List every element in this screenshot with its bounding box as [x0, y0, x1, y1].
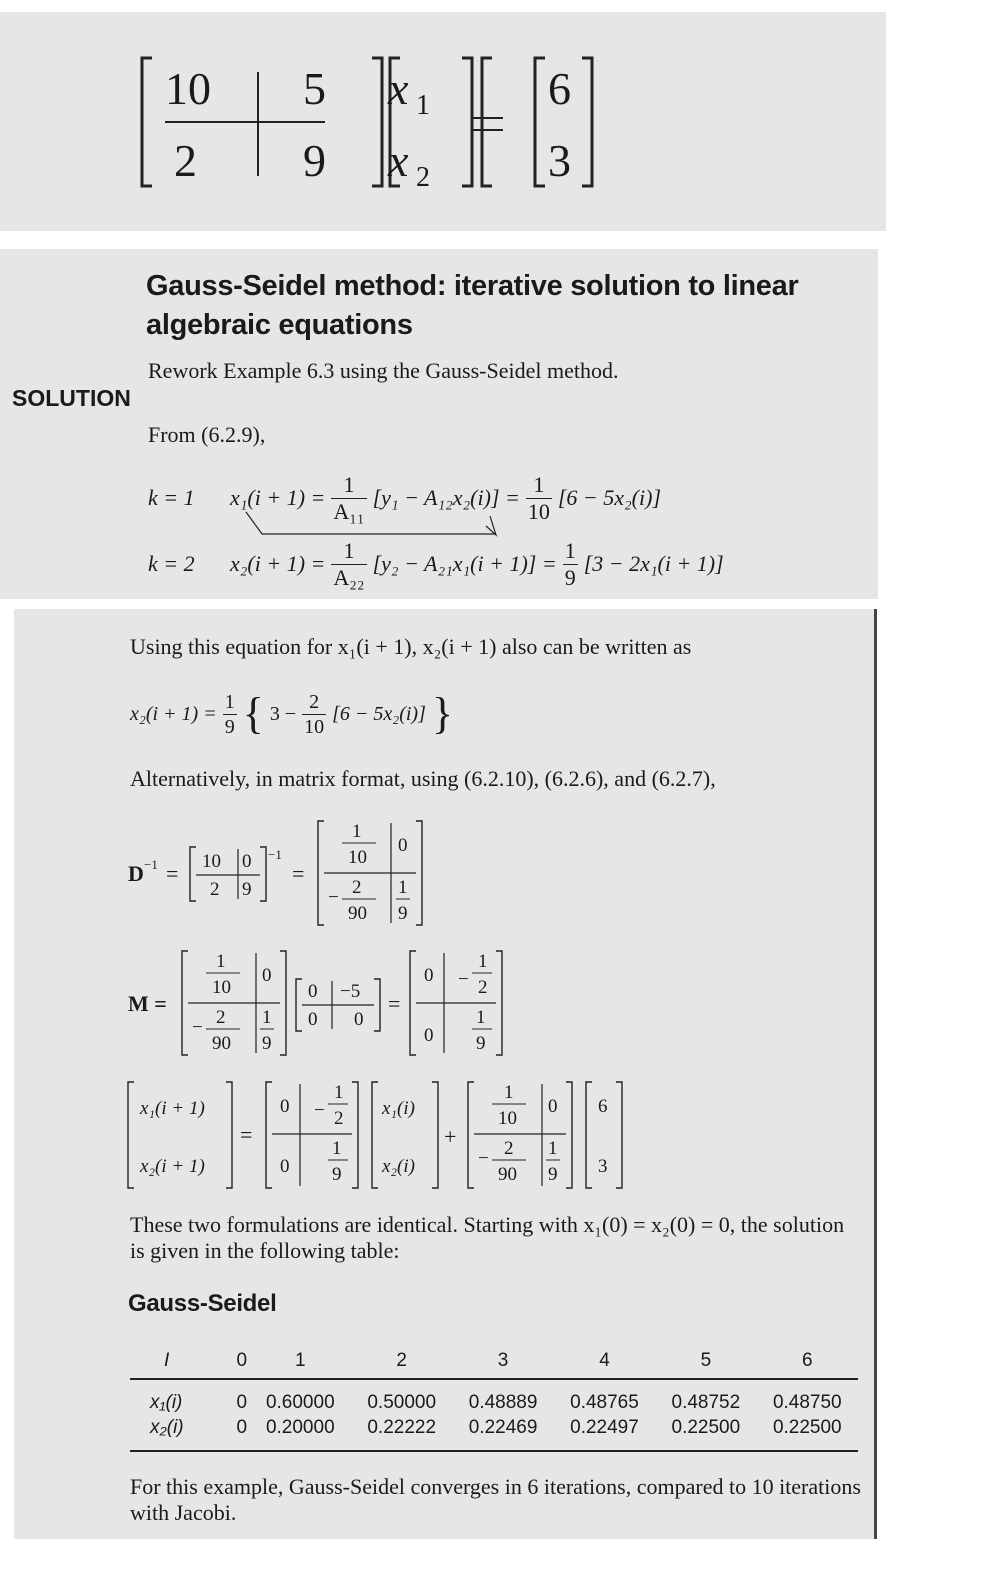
dinv-m21: 2	[210, 879, 220, 900]
k2-frac2-den: 9	[564, 564, 576, 590]
m-r21-num: 2	[216, 1007, 226, 1028]
k2-frac2-num: 1	[564, 537, 576, 563]
d-inverse-equation	[126, 815, 436, 930]
k1-rhs: [6 − 5x₂(i)]	[557, 485, 662, 510]
iter-m12-den: 2	[334, 1108, 344, 1129]
cell: 0.48752	[671, 1391, 741, 1413]
top-matrix-equation	[130, 50, 610, 200]
m-label: M =	[128, 991, 167, 1016]
iter-d22-den: 9	[548, 1164, 558, 1185]
iter-d22-num: 1	[548, 1138, 558, 1159]
m-res11: 0	[424, 965, 434, 986]
m-res12-num: 1	[478, 951, 488, 972]
m-r21-sign: −	[192, 1017, 203, 1038]
k1-frac2-num: 1	[533, 471, 545, 497]
iter-d11-den: 10	[498, 1108, 517, 1129]
equation-k2	[148, 534, 724, 594]
iter-lhs2: x₂(i + 1)	[140, 1156, 205, 1177]
header-0: 0	[234, 1346, 250, 1379]
x2-inner2: [6 − 5x₂(i)]	[332, 702, 426, 725]
dinv-m11: 10	[202, 851, 221, 872]
iter-d12: 0	[548, 1096, 558, 1117]
dinv-m12: 0	[242, 851, 252, 872]
dinv-r11-den: 10	[348, 847, 367, 868]
from-reference: From (6.2.9),	[148, 422, 266, 447]
table-row	[130, 1415, 858, 1451]
cell: 0.50000	[367, 1391, 437, 1413]
m-r22-den: 9	[262, 1033, 272, 1054]
table-header-row	[130, 1346, 858, 1379]
k2-rhs: [3 − 2x₁(i + 1)]	[583, 551, 724, 576]
x2-lhs: x₂(i + 1) =	[130, 702, 217, 725]
m-res22-num: 1	[476, 1007, 486, 1028]
right-brace: }	[431, 689, 454, 738]
iter-eq: =	[240, 1122, 253, 1147]
cell: 0.22500	[757, 1415, 858, 1451]
top-a11: 10	[165, 63, 211, 114]
footer-text-2: with Jacobi.	[130, 1500, 237, 1525]
footer-text-1: For this example, Gauss-Seidel converges in 6 iterations, compared to 10 iterations	[130, 1474, 861, 1499]
row2-label: x₂(i)	[130, 1415, 234, 1451]
top-x1-sub: 1	[416, 90, 430, 121]
dinv-r21-sign: −	[328, 887, 339, 908]
m-mid22: 0	[354, 1009, 364, 1030]
iter-m12-num: 1	[334, 1082, 344, 1103]
row1-label: x₁(i)	[150, 1391, 183, 1413]
solution-label: SOLUTION	[12, 385, 131, 411]
dinv-eq2: =	[292, 861, 305, 886]
dinv-eq: =	[166, 861, 179, 886]
k2-fraction2	[563, 537, 578, 590]
top-y2: 3	[548, 135, 571, 186]
m-r11-num: 1	[216, 951, 226, 972]
k1-mid: [y₁ − A₁₂x₂(i)] =	[372, 485, 520, 510]
k2-frac-num: 1	[343, 537, 355, 563]
header-3: 3	[452, 1346, 553, 1379]
dinv-exp: −1	[144, 857, 158, 872]
table-row	[130, 1379, 858, 1415]
x2-inner1: 3 −	[269, 702, 297, 725]
top-x1: x	[388, 63, 409, 114]
example-title-line2: algebraic equations	[146, 309, 413, 341]
top-a22: 9	[303, 135, 326, 186]
iter-y1: 6	[598, 1096, 608, 1117]
example-intro: Rework Example 6.3 using the Gauss-Seidel method.	[148, 358, 619, 383]
x2-frac2-num: 2	[309, 690, 320, 713]
k2-mid: [y₂ − A₂₁x₁(i + 1)] =	[372, 551, 557, 576]
x2-frac2-den: 10	[304, 715, 325, 738]
identical-text-1: These two formulations are identical. Starting with x₁(0) = x₂(0) = 0, the solution	[130, 1212, 845, 1237]
m-r11-den: 10	[212, 977, 231, 998]
header-i: I	[130, 1346, 234, 1379]
iter-m22-den: 9	[332, 1164, 342, 1185]
k2-index: k = 2	[148, 551, 195, 576]
header-5: 5	[655, 1346, 756, 1379]
m-r21-den: 90	[212, 1033, 231, 1054]
iter-xi1: x₁(i)	[382, 1098, 415, 1119]
identical-text-2: is given in the following table:	[130, 1238, 400, 1263]
m-mid12: −5	[340, 981, 361, 1002]
k1-frac2-den: 10	[527, 498, 550, 524]
iter-xi2: x₂(i)	[382, 1156, 415, 1177]
k1-index: k = 1	[148, 485, 195, 510]
top-a21: 2	[174, 135, 197, 186]
iter-d21-den: 90	[498, 1164, 517, 1185]
cell: 0.48889	[468, 1391, 538, 1413]
iter-m12-sign: −	[314, 1100, 325, 1121]
x2-frac2	[302, 692, 326, 737]
gauss-seidel-table	[130, 1346, 858, 1452]
alternative-text: Alternatively, in matrix format, using (6.2.10), (6.2.6), and (6.2.7),	[130, 766, 716, 791]
header-1: 1	[250, 1346, 351, 1379]
m-res21: 0	[424, 1025, 434, 1046]
dinv-mexp: −1	[268, 847, 282, 862]
m-mid11: 0	[308, 981, 318, 1002]
header-4: 4	[554, 1346, 655, 1379]
cell: 0.22469	[452, 1415, 553, 1451]
dinv-r21-num: 2	[352, 877, 362, 898]
cell: 0	[234, 1415, 250, 1451]
iter-d21-sign: −	[478, 1148, 489, 1169]
k2-fraction	[331, 537, 366, 590]
iter-y2: 3	[598, 1156, 608, 1177]
dinv-r12: 0	[398, 835, 408, 856]
example-title-line1: Gauss-Seidel method: iterative solution to linear	[146, 270, 799, 302]
m-r12: 0	[262, 965, 272, 986]
iter-lhs1: x₁(i + 1)	[140, 1098, 205, 1119]
top-a12: 5	[303, 63, 326, 114]
m-res12-sign: −	[458, 969, 469, 990]
k1-lhs: x₁(i + 1) =	[230, 485, 326, 510]
cell: 0.48765	[570, 1391, 639, 1413]
left-brace: {	[242, 689, 264, 738]
cell: 0.22497	[554, 1415, 655, 1451]
dinv-r11-num: 1	[352, 821, 362, 842]
m-res12-den: 2	[478, 977, 488, 998]
top-x2-sub: 2	[416, 162, 430, 193]
top-y1: 6	[548, 63, 571, 114]
cell: 0.22222	[351, 1415, 452, 1451]
dinv-m22: 9	[242, 879, 252, 900]
header-2: 2	[351, 1346, 452, 1379]
m-res22-den: 9	[476, 1033, 486, 1054]
cell: 0.60000	[265, 1391, 335, 1413]
equation-x2-expanded	[130, 684, 453, 744]
using-text: Using this equation for x₁(i + 1), x₂(i + 1) also can be written as	[130, 634, 692, 659]
header-6: 6	[757, 1346, 858, 1379]
top-x2: x	[388, 135, 409, 186]
m-matrix-equation	[126, 945, 516, 1060]
cell: 0.48750	[772, 1391, 842, 1413]
x2-frac1-num: 1	[224, 690, 235, 713]
k1-frac-num: 1	[343, 471, 355, 497]
k1-fraction2	[526, 471, 552, 524]
iter-d21-num: 2	[504, 1138, 514, 1159]
k2-frac-den: A₂₂	[333, 564, 365, 590]
m-mid21: 0	[308, 1009, 318, 1030]
m-eq: =	[388, 991, 401, 1016]
m-r22-num: 1	[262, 1007, 272, 1028]
x2-frac1	[223, 692, 237, 737]
iteration-matrix-equation	[126, 1076, 636, 1194]
dinv-label: D	[128, 861, 144, 886]
k1-frac-den: A₁₁	[333, 498, 365, 524]
iter-m22-num: 1	[332, 1138, 342, 1159]
cell: 0.20000	[250, 1415, 351, 1451]
dinv-r21-den: 90	[348, 903, 367, 924]
cell: 0	[236, 1391, 248, 1413]
x2-frac1-den: 9	[224, 715, 235, 738]
dinv-r22-num: 1	[398, 877, 408, 898]
k2-lhs: x₂(i + 1) =	[230, 551, 326, 576]
cell: 0.22500	[655, 1415, 756, 1451]
iter-plus: +	[444, 1124, 457, 1149]
dinv-r22-den: 9	[398, 903, 408, 924]
iter-m11: 0	[280, 1096, 290, 1117]
iter-m21: 0	[280, 1156, 290, 1177]
iter-d11-num: 1	[504, 1082, 514, 1103]
table-title: Gauss-Seidel	[128, 1290, 277, 1317]
